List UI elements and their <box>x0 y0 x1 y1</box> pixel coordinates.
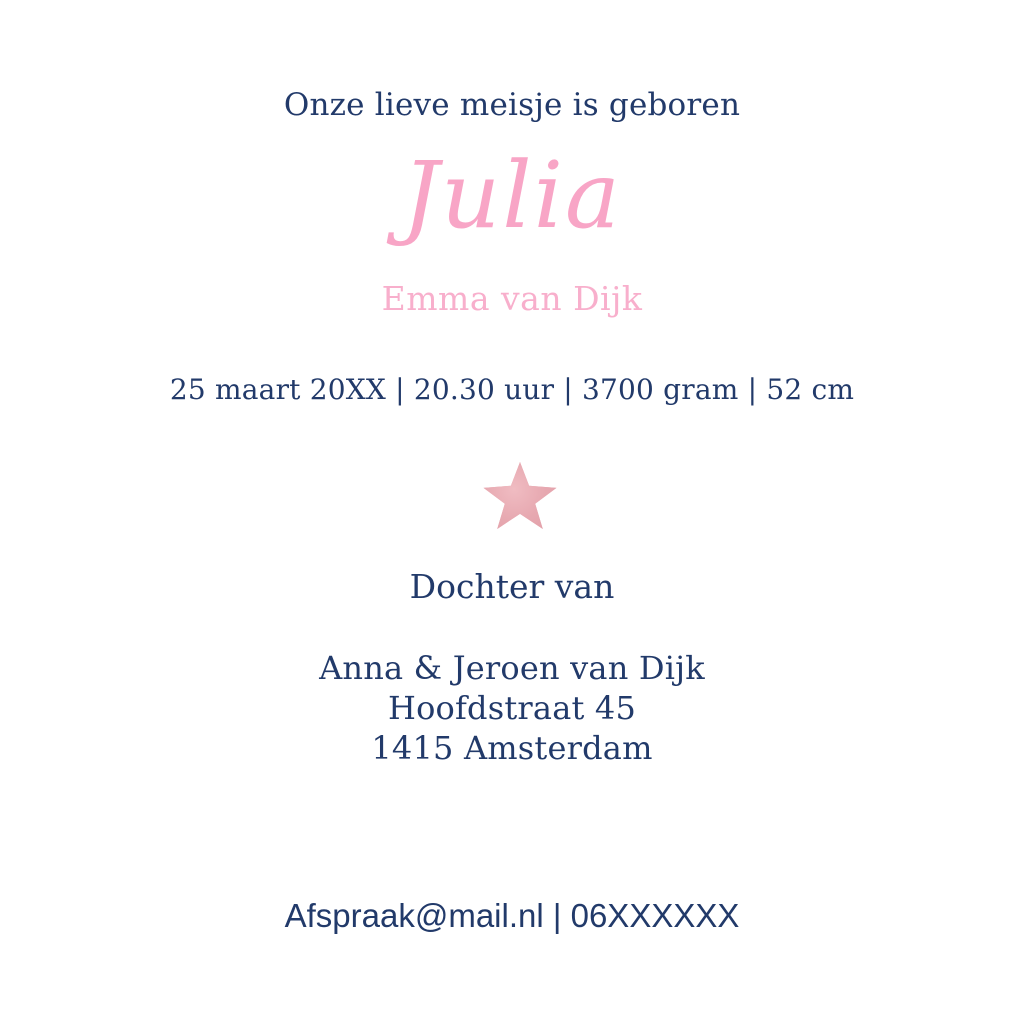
star-icon <box>482 462 558 534</box>
daughter-of-label: Dochter van <box>409 567 615 606</box>
baby-full-name: Emma van Dijk <box>381 279 643 318</box>
parents-address-block <box>0 648 1024 768</box>
address-street: Hoofdstraat 45 <box>387 689 637 727</box>
address-city: 1415 Amsterdam <box>371 729 653 767</box>
birth-details: 25 maart 20XX | 20.30 uur | 3700 gram | 52 cm <box>169 373 855 406</box>
parents-names: Anna & Jeroen van Dijk <box>319 649 705 687</box>
contact-info: Afspraak@mail.nl | 06XXXXXX <box>284 897 740 934</box>
headline-text: Onze lieve meisje is geboren <box>283 87 741 123</box>
baby-name: Julia <box>402 142 622 249</box>
